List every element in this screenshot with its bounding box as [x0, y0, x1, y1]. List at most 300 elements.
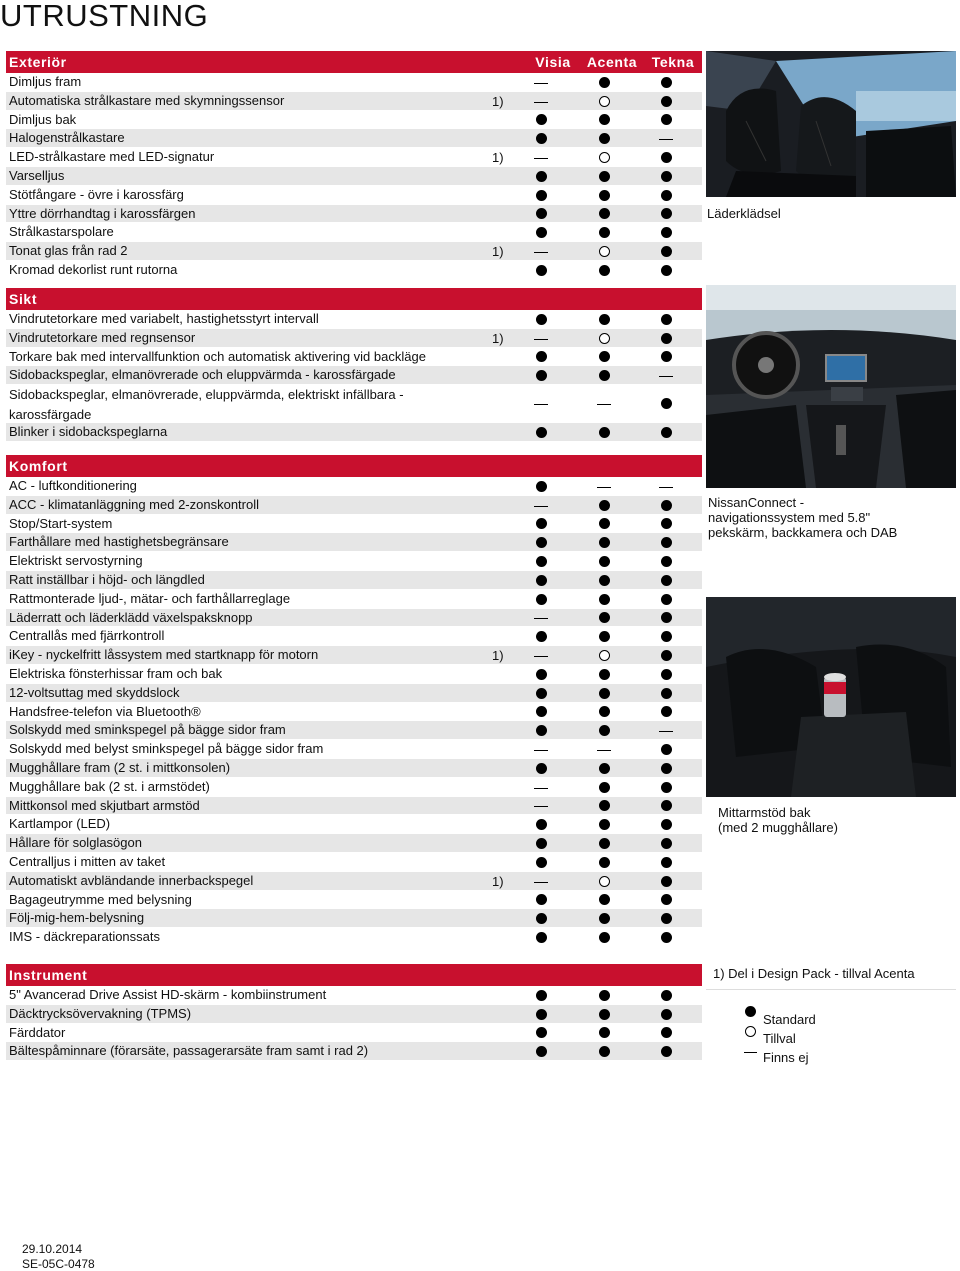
availability-cell [532, 797, 552, 815]
availability-cell [595, 329, 615, 347]
availability-cell [595, 891, 615, 909]
table-row [6, 665, 702, 684]
optional-ring-icon [599, 152, 610, 163]
standard-dot-icon [599, 706, 610, 717]
availability-cell [595, 148, 615, 166]
table-row [6, 205, 702, 224]
not-available-dash-icon [659, 139, 673, 140]
standard-dot-icon [661, 171, 672, 182]
row-label: Bältespåminnare (förarsäte, passagerarsäte fram samt i rad 2) [9, 1043, 369, 1059]
availability-cell [532, 223, 552, 241]
availability-cell [595, 186, 615, 204]
table-row [6, 853, 702, 872]
availability-cell [532, 111, 552, 129]
availability-cell [657, 186, 677, 204]
standard-dot-icon [536, 208, 547, 219]
standard-dot-icon [599, 1046, 610, 1057]
row-footnote-ref: 1) [492, 150, 504, 166]
availability-cell [657, 242, 677, 260]
availability-cell [595, 909, 615, 927]
availability-cell [595, 366, 615, 384]
standard-dot-icon [661, 1027, 672, 1038]
availability-cell [595, 684, 615, 702]
standard-dot-icon [599, 227, 610, 238]
availability-cell [532, 986, 552, 1004]
standard-dot-icon [536, 763, 547, 774]
standard-dot-icon [536, 227, 547, 238]
standard-dot-icon [599, 133, 610, 144]
standard-dot-icon [599, 190, 610, 201]
table-row [6, 148, 702, 167]
not-available-dash-icon [659, 731, 673, 732]
row-label: 5" Avancerad Drive Assist HD-skärm - kombiinstrument [9, 987, 327, 1002]
availability-cell [657, 1042, 677, 1060]
availability-cell [532, 1042, 552, 1060]
row-label: Bagageutrymme med belysning [9, 891, 192, 907]
standard-dot-icon [599, 894, 610, 905]
not-available-dash-icon [597, 404, 611, 405]
table-row [6, 129, 702, 148]
table-row [6, 778, 702, 797]
standard-dot-icon [536, 114, 547, 125]
standard-dot-icon [599, 427, 610, 438]
leather-seats-image [706, 51, 956, 197]
availability-cell [657, 627, 677, 645]
availability-cell [595, 646, 615, 664]
standard-dot-icon [661, 77, 672, 88]
availability-cell [657, 515, 677, 533]
table-row [6, 552, 702, 571]
row-label: Centralljus i mitten av taket [9, 853, 166, 869]
table-row [6, 1024, 702, 1043]
caption-armrest-line2: (med 2 mugghållare) [718, 820, 838, 835]
standard-dot-icon [599, 725, 610, 736]
standard-dot-icon [536, 688, 547, 699]
table-row [6, 797, 702, 816]
availability-cell [657, 129, 677, 147]
availability-cell [657, 571, 677, 589]
availability-cell [657, 348, 677, 366]
standard-dot-icon [536, 706, 547, 717]
table-row [6, 815, 702, 834]
availability-cell [657, 740, 677, 758]
availability-cell [595, 242, 615, 260]
availability-cell [532, 703, 552, 721]
availability-cell [532, 684, 552, 702]
standard-dot-icon [661, 575, 672, 586]
availability-cell [532, 740, 552, 758]
standard-dot-icon [661, 398, 672, 409]
standard-dot-icon [536, 481, 547, 492]
standard-dot-icon [661, 763, 672, 774]
availability-cell [595, 261, 615, 279]
availability-cell [532, 310, 552, 328]
caption-nissanconnect-line3: pekskärm, backkamera och DAB [708, 525, 898, 540]
standard-dot-icon [599, 800, 610, 811]
row-label: Läderratt och läderklädd växelspaksknopp [9, 609, 253, 625]
standard-dot-icon [661, 152, 672, 163]
standard-dot-icon [536, 631, 547, 642]
standard-dot-icon [661, 650, 672, 661]
row-label: Sidobackspeglar, elmanövrerade och eluppvärmda - karossfärgade [9, 367, 396, 383]
row-label: Tonat glas från rad 2 [9, 243, 128, 259]
availability-cell [657, 477, 677, 495]
caption-leather: Läderklädsel [707, 206, 781, 221]
table-row [6, 986, 702, 1005]
standard-dot-icon [599, 370, 610, 381]
table-row [6, 703, 702, 722]
availability-cell [595, 778, 615, 796]
optional-ring-icon [599, 876, 610, 887]
availability-cell [595, 385, 615, 422]
availability-cell [657, 148, 677, 166]
availability-cell [532, 167, 552, 185]
not-available-dash-icon [534, 656, 548, 657]
standard-dot-icon [599, 208, 610, 219]
standard-dot-icon [599, 314, 610, 325]
table-row [6, 366, 702, 385]
standard-dot-icon [661, 227, 672, 238]
availability-cell [657, 1024, 677, 1042]
row-label: Mugghållare bak (2 st. i armstödet) [9, 778, 210, 794]
standard-dot-icon [599, 537, 610, 548]
standard-dot-icon [661, 96, 672, 107]
availability-cell [595, 609, 615, 627]
standard-dot-icon [536, 1009, 547, 1020]
standard-dot-icon [661, 314, 672, 325]
standard-dot-icon [661, 688, 672, 699]
availability-cell [657, 329, 677, 347]
standard-dot-icon [661, 114, 672, 125]
table-row [6, 740, 702, 759]
row-label: Kartlampor (LED) [9, 816, 111, 832]
availability-cell [657, 909, 677, 927]
not-available-dash-icon [534, 404, 548, 405]
standard-dot-icon [661, 612, 672, 623]
section-title: Exteriör [9, 54, 67, 70]
standard-dot-icon [661, 556, 672, 567]
availability-cell [657, 759, 677, 777]
standard-dot-icon [536, 932, 547, 943]
availability-cell [595, 797, 615, 815]
row-label: Solskydd med belyst sminkspegel på bägge sidor fram [9, 741, 324, 757]
page-title: UTRUSTNING [0, 0, 209, 33]
standard-dot-icon [599, 594, 610, 605]
availability-cell [532, 129, 552, 147]
not-available-dash-icon [534, 882, 548, 883]
row-footnote-ref: 1) [492, 648, 504, 664]
availability-cell [595, 740, 615, 758]
availability-cell [657, 385, 677, 422]
standard-dot-icon [536, 990, 547, 1001]
column-header: Tekna [651, 54, 695, 70]
not-available-dash-icon [534, 83, 548, 84]
standard-dot-icon [536, 518, 547, 529]
availability-cell [532, 778, 552, 796]
standard-dot-icon [599, 913, 610, 924]
not-available-dash-icon [597, 750, 611, 751]
section-header [6, 455, 702, 477]
standard-dot-icon [661, 819, 672, 830]
table-row [6, 423, 702, 442]
availability-cell [657, 111, 677, 129]
availability-cell [532, 348, 552, 366]
standard-dot-icon [599, 265, 610, 276]
standard-dot-icon [599, 500, 610, 511]
availability-cell [595, 423, 615, 441]
availability-cell [532, 853, 552, 871]
availability-cell [595, 515, 615, 533]
availability-cell [532, 665, 552, 683]
table-row [6, 348, 702, 367]
table-row [6, 627, 702, 646]
section-title: Sikt [9, 291, 38, 307]
not-available-dash-icon [534, 618, 548, 619]
availability-cell [595, 73, 615, 91]
availability-cell [657, 366, 677, 384]
row-label: Däcktrycksövervakning (TPMS) [9, 1005, 192, 1021]
not-available-dash-icon [534, 339, 548, 340]
standard-dot-icon [536, 725, 547, 736]
optional-ring-icon [599, 333, 610, 344]
table-row [6, 571, 702, 590]
availability-cell [595, 853, 615, 871]
table-row [6, 73, 702, 92]
availability-cell [532, 366, 552, 384]
standard-dot-icon [661, 990, 672, 1001]
row-label: Mittkonsol med skjutbart armstöd [9, 797, 200, 813]
row-label: Strålkastarspolare [9, 224, 114, 240]
column-header: Acenta [586, 54, 638, 70]
availability-cell [657, 797, 677, 815]
availability-cell [595, 129, 615, 147]
row-label: Färddator [9, 1024, 66, 1040]
availability-cell [532, 148, 552, 166]
section-title: Instrument [9, 967, 88, 983]
availability-cell [595, 533, 615, 551]
standard-dot-icon [661, 1009, 672, 1020]
row-label: Vindrutetorkare med variabelt, hastighetsstyrt intervall [9, 311, 319, 326]
row-label: Varselljus [9, 167, 65, 183]
standard-dot-icon [599, 932, 610, 943]
availability-cell [532, 627, 552, 645]
availability-cell [657, 92, 677, 110]
standard-dot-icon [661, 706, 672, 717]
legend-tillval-icon [745, 1026, 756, 1037]
armrest-image [706, 597, 956, 797]
table-row [6, 872, 702, 891]
table-row [6, 721, 702, 740]
availability-cell [657, 496, 677, 514]
availability-cell [532, 73, 552, 91]
row-label: Automatiskt avbländande innerbackspegel [9, 872, 254, 888]
table-row [6, 1005, 702, 1024]
table-row [6, 167, 702, 186]
table-row [6, 261, 702, 280]
availability-cell [532, 646, 552, 664]
dashboard-image [706, 285, 956, 488]
standard-dot-icon [536, 537, 547, 548]
standard-dot-icon [661, 1046, 672, 1057]
availability-cell [657, 646, 677, 664]
availability-cell [657, 552, 677, 570]
table-instrument [6, 964, 702, 1061]
availability-cell [657, 928, 677, 946]
availability-cell [532, 909, 552, 927]
table-row [6, 186, 702, 205]
row-label: Sidobackspeglar, elmanövrerade, eluppvärmda, elektriskt infällbara - karossfärgade [9, 387, 404, 423]
optional-ring-icon [599, 650, 610, 661]
availability-cell [532, 477, 552, 495]
availability-cell [595, 665, 615, 683]
table-row [6, 310, 702, 329]
table-row [6, 515, 702, 534]
availability-cell [657, 167, 677, 185]
not-available-dash-icon [534, 806, 548, 807]
availability-cell [657, 223, 677, 241]
availability-cell [532, 329, 552, 347]
standard-dot-icon [599, 171, 610, 182]
availability-cell [595, 552, 615, 570]
table-sikt [6, 288, 702, 442]
availability-cell [657, 778, 677, 796]
availability-cell [595, 815, 615, 833]
table-exterior [6, 51, 702, 280]
table-row [6, 92, 702, 111]
row-label: Hållare för solglasögon [9, 835, 142, 851]
not-available-dash-icon [534, 750, 548, 751]
legend-finns-ej-icon [744, 1052, 757, 1053]
availability-cell [595, 703, 615, 721]
availability-cell [532, 533, 552, 551]
standard-dot-icon [536, 171, 547, 182]
not-available-dash-icon [659, 376, 673, 377]
column-header: Visia [535, 54, 571, 70]
table-row [6, 609, 702, 628]
availability-cell [532, 815, 552, 833]
row-label: Handsfree-telefon via Bluetooth® [9, 703, 201, 719]
availability-cell [657, 986, 677, 1004]
availability-cell [657, 590, 677, 608]
table-row [6, 909, 702, 928]
standard-dot-icon [599, 688, 610, 699]
standard-dot-icon [536, 857, 547, 868]
standard-dot-icon [661, 838, 672, 849]
section-header [6, 51, 702, 73]
standard-dot-icon [661, 876, 672, 887]
row-label: Dimljus fram [9, 74, 82, 89]
optional-ring-icon [599, 246, 610, 257]
row-label: ACC - klimatanläggning med 2-zonskontroll [9, 496, 260, 512]
standard-dot-icon [661, 351, 672, 362]
table-row [6, 590, 702, 609]
row-label: Centrallås med fjärrkontroll [9, 628, 165, 644]
legend-standard-icon [745, 1006, 756, 1017]
row-label: 12-voltsuttag med skyddslock [9, 684, 180, 700]
availability-cell [532, 242, 552, 260]
row-label: Blinker i sidobackspeglarna [9, 423, 168, 439]
availability-cell [595, 872, 615, 890]
row-label: IMS - däckreparationssats [9, 929, 161, 945]
availability-cell [595, 310, 615, 328]
standard-dot-icon [599, 1027, 610, 1038]
standard-dot-icon [536, 265, 547, 276]
standard-dot-icon [536, 1027, 547, 1038]
row-label: Farthållare med hastighetsbegränsare [9, 534, 229, 550]
footer-code: SE-05C-0478 [22, 1257, 95, 1271]
availability-cell [657, 423, 677, 441]
availability-cell [657, 721, 677, 739]
availability-cell [657, 665, 677, 683]
standard-dot-icon [536, 190, 547, 201]
availability-cell [532, 496, 552, 514]
standard-dot-icon [536, 314, 547, 325]
leather-seats-photo [706, 51, 956, 197]
availability-cell [657, 872, 677, 890]
availability-cell [532, 928, 552, 946]
standard-dot-icon [661, 427, 672, 438]
table-row [6, 385, 702, 423]
availability-cell [595, 223, 615, 241]
footer-date: 29.10.2014 [22, 1242, 83, 1256]
availability-cell [532, 261, 552, 279]
availability-cell [532, 552, 552, 570]
standard-dot-icon [536, 913, 547, 924]
row-label: LED-strålkastare med LED-signatur [9, 149, 215, 165]
section-title: Komfort [9, 458, 68, 474]
availability-cell [595, 1042, 615, 1060]
table-row [6, 223, 702, 242]
row-label: Halogenstrålkastare [9, 130, 125, 146]
table-row [6, 477, 702, 496]
standard-dot-icon [599, 518, 610, 529]
table-komfort [6, 455, 702, 947]
row-label: Elektriskt servostyrning [9, 553, 143, 569]
standard-dot-icon [661, 669, 672, 680]
not-available-dash-icon [534, 102, 548, 103]
availability-cell [657, 834, 677, 852]
standard-dot-icon [536, 594, 547, 605]
standard-dot-icon [661, 246, 672, 257]
availability-cell [657, 853, 677, 871]
availability-cell [595, 986, 615, 1004]
row-label: Solskydd med sminkspegel på bägge sidor fram [9, 722, 286, 738]
standard-dot-icon [599, 114, 610, 125]
availability-cell [595, 834, 615, 852]
standard-dot-icon [536, 838, 547, 849]
availability-cell [532, 759, 552, 777]
availability-cell [532, 834, 552, 852]
caption-nissanconnect-line2: navigationssystem med 5.8" [708, 510, 871, 525]
standard-dot-icon [661, 800, 672, 811]
availability-cell [532, 609, 552, 627]
standard-dot-icon [661, 537, 672, 548]
availability-cell [532, 872, 552, 890]
availability-cell [532, 205, 552, 223]
caption-nissanconnect [708, 495, 897, 540]
row-label: Torkare bak med intervallfunktion och automatisk aktivering vid backläge [9, 348, 426, 364]
availability-cell [657, 891, 677, 909]
armrest-photo [706, 597, 956, 797]
row-label: Stop/Start-system [9, 515, 113, 531]
not-available-dash-icon [534, 252, 548, 253]
availability-cell [532, 385, 552, 422]
availability-cell [657, 609, 677, 627]
availability-cell [532, 590, 552, 608]
availability-cell [532, 891, 552, 909]
row-label: Mugghållare fram (2 st. i mittkonsolen) [9, 759, 231, 775]
availability-cell [657, 205, 677, 223]
